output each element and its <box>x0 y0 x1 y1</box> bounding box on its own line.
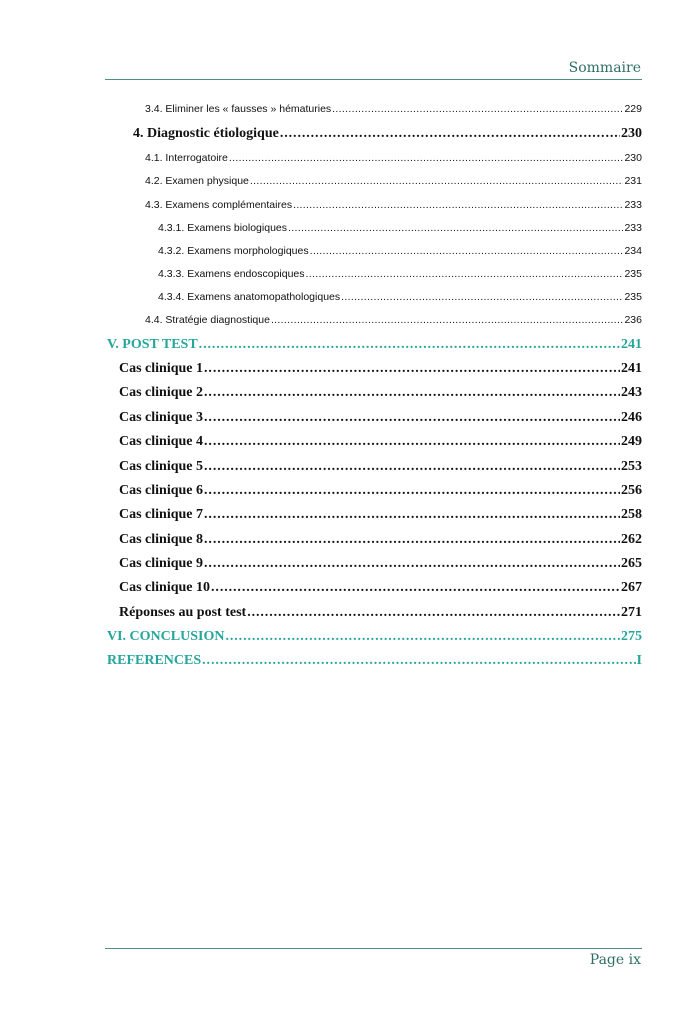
toc-entry-page: 241 <box>621 337 642 352</box>
dot-leader <box>204 459 620 475</box>
toc-entry[interactable] <box>105 629 642 645</box>
toc-entry-label: REFERENCES <box>107 653 202 668</box>
toc-entry-label: 4.1. Interrogatoire <box>145 152 228 164</box>
dot-leader <box>306 268 624 280</box>
toc-entry-label: Cas clinique 9 <box>119 556 204 571</box>
page-number: Page ix <box>589 952 641 968</box>
toc-entry[interactable] <box>105 653 642 669</box>
toc-entry-label: 4.2. Examen physique <box>145 175 249 187</box>
toc-entry-page: 253 <box>621 459 642 474</box>
toc-entry[interactable] <box>105 532 642 548</box>
toc-entry-page: 241 <box>621 361 642 376</box>
toc-entry[interactable] <box>105 410 642 426</box>
dot-leader <box>288 222 623 234</box>
toc-entry-page: 267 <box>621 580 642 595</box>
toc-entry-page: 235 <box>624 291 642 303</box>
toc-entry[interactable] <box>105 126 642 142</box>
dot-leader <box>204 507 620 523</box>
toc-entry[interactable] <box>105 199 642 211</box>
toc-entry-page: 243 <box>621 385 642 400</box>
toc-entry-label: Cas clinique 6 <box>119 483 204 498</box>
toc-entry-page: 271 <box>621 605 642 620</box>
toc-entry-label: 4.4. Stratégie diagnostique <box>145 314 270 326</box>
toc-entry[interactable] <box>105 291 642 303</box>
toc-entry-label: Cas clinique 5 <box>119 459 204 474</box>
header-title: Sommaire <box>568 60 641 76</box>
toc-entry[interactable] <box>105 337 642 353</box>
dot-leader <box>202 653 635 669</box>
toc-entry-page: 256 <box>621 483 642 498</box>
toc-entry[interactable] <box>105 268 642 280</box>
toc-entry-page: 236 <box>624 314 642 326</box>
toc-entry[interactable] <box>105 175 642 187</box>
dot-leader <box>280 126 620 142</box>
toc-entry[interactable] <box>105 605 642 621</box>
dot-leader <box>204 361 620 377</box>
toc-entry-label: VI. CONCLUSION <box>107 629 225 644</box>
toc-entry-label: 4. Diagnostic étiologique <box>133 126 279 141</box>
toc-entry-label: 3.4. Eliminer les « fausses » hématuries <box>145 103 332 115</box>
dot-leader <box>199 337 620 353</box>
dot-leader <box>225 629 620 645</box>
toc-entry-label: Cas clinique 4 <box>119 434 204 449</box>
toc-entry[interactable] <box>105 152 642 164</box>
dot-leader <box>332 103 623 115</box>
toc-entry-page: 231 <box>624 175 642 187</box>
toc-entry[interactable] <box>105 361 642 377</box>
toc-entry-page: 230 <box>621 126 642 141</box>
toc-entry-page: 233 <box>624 199 642 211</box>
toc-entry-label: 4.3.2. Examens morphologiques <box>158 245 309 257</box>
toc-entry-page: 265 <box>621 556 642 571</box>
dot-leader <box>211 580 620 596</box>
toc-entry[interactable] <box>105 222 642 234</box>
toc-entry-label: Cas clinique 7 <box>119 507 204 522</box>
dot-leader <box>341 291 623 303</box>
dot-leader <box>293 199 623 211</box>
toc-entry-label: Cas clinique 1 <box>119 361 204 376</box>
toc-entry-page: 233 <box>624 222 642 234</box>
toc-entry[interactable] <box>105 385 642 401</box>
toc-entry-page: 258 <box>621 507 642 522</box>
toc-entry-label: 4.3.3. Examens endoscopiques <box>158 268 305 280</box>
toc-entry-label: Cas clinique 2 <box>119 385 204 400</box>
header-divider <box>105 79 642 80</box>
toc-entry[interactable] <box>105 314 642 326</box>
toc-entry-page: 262 <box>621 532 642 547</box>
dot-leader <box>250 175 624 187</box>
toc-entry-label: Cas clinique 10 <box>119 580 211 595</box>
toc-entry-label: 4.3. Examens complémentaires <box>145 199 293 211</box>
toc-entry-page: 275 <box>621 629 642 644</box>
toc-entry[interactable] <box>105 103 642 115</box>
footer-divider <box>105 948 642 949</box>
toc-entry[interactable] <box>105 507 642 523</box>
toc-entry[interactable] <box>105 245 642 257</box>
dot-leader <box>229 152 624 164</box>
toc-entry-page: 246 <box>621 410 642 425</box>
toc-entry[interactable] <box>105 483 642 499</box>
toc-entry-label: Cas clinique 8 <box>119 532 204 547</box>
toc-entry-page: I <box>636 653 642 668</box>
dot-leader <box>271 314 624 326</box>
dot-leader <box>204 483 620 499</box>
toc-entry[interactable] <box>105 556 642 572</box>
dot-leader <box>204 556 620 572</box>
toc-entry-page: 234 <box>624 245 642 257</box>
dot-leader <box>204 532 620 548</box>
dot-leader <box>247 605 620 621</box>
toc-entry-label: Réponses au post test <box>119 605 247 620</box>
toc-entry-label: Cas clinique 3 <box>119 410 204 425</box>
toc-entry-page: 249 <box>621 434 642 449</box>
toc-entry-label: V. POST TEST <box>107 337 198 352</box>
toc-entry-page: 229 <box>624 103 642 115</box>
dot-leader <box>204 385 620 401</box>
toc-entry-page: 235 <box>624 268 642 280</box>
toc-entry-page: 230 <box>624 152 642 164</box>
dot-leader <box>204 434 620 450</box>
toc-entry-label: 4.3.4. Examens anatomopathologiques <box>158 291 341 303</box>
toc-entry[interactable] <box>105 459 642 475</box>
dot-leader <box>204 410 620 426</box>
toc-entry-label: 4.3.1. Examens biologiques <box>158 222 287 234</box>
dot-leader <box>310 245 624 257</box>
toc-entry[interactable] <box>105 434 642 450</box>
toc-entry[interactable] <box>105 580 642 596</box>
